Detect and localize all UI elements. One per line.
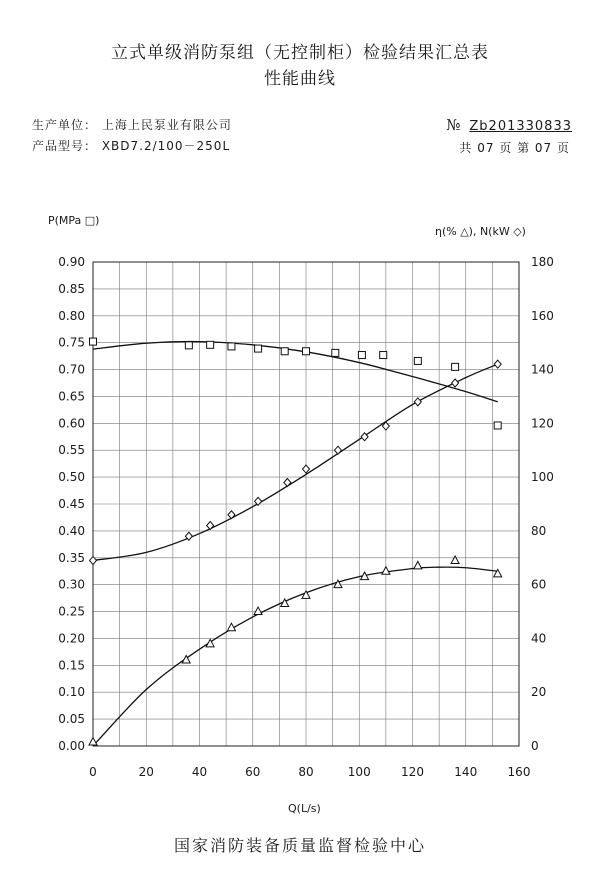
report-number-value: Zb201330833 [469,119,572,134]
y-left-tick-label: 0.55 [58,443,85,458]
number-sign: № [446,116,462,134]
y-right-tick-label: 140 [531,362,554,377]
x-tick-label: 140 [454,765,478,779]
y-left-tick-label: 0.65 [58,389,85,404]
y-right-tick-label: 20 [531,685,547,700]
y-right-tick-label: 80 [531,523,547,538]
y-right-tick-label: 40 [531,631,547,646]
data-point-η [451,556,459,564]
y-right-tick-label: 0 [531,739,539,753]
y-left-tick-label: 0.45 [58,497,85,511]
y-left-tick-label: 0.80 [58,308,85,323]
y-left-tick-label: 0.05 [58,712,85,727]
x-tick-label: 20 [138,765,154,779]
data-point-N [334,446,341,454]
report-title: 立式单级消防泵组（无控制柜）检验结果汇总表 [111,43,489,63]
y-left-tick-label: 0.50 [58,470,85,485]
data-point-P [380,352,387,359]
data-points [89,338,502,745]
grid [93,262,519,746]
data-point-P [207,341,214,348]
data-point-N [303,465,310,473]
x-tick-label: 160 [507,765,531,779]
model-label: 产品型号： XBD7.2/100－250L [32,139,231,153]
x-tick-label: 60 [245,765,261,779]
y-left-tick-label: 0.30 [58,577,85,592]
data-point-N [414,398,421,406]
chart-subtitle: 性能曲线 [264,69,336,89]
data-point-η [414,561,422,569]
data-point-P [281,348,288,355]
y-left-tick-label: 0.40 [58,523,85,538]
data-point-P [185,342,192,349]
y-left-tick-label: 0.70 [58,362,85,377]
y-left-tick-label: 0.60 [58,416,85,431]
y-right-tick-label: 160 [531,308,554,323]
page-count: 共 07 页 第 07 页 [459,141,570,155]
data-point-P [90,338,97,345]
y-left-tick-label: 0.25 [58,604,85,619]
x-tick-label: 0 [89,765,97,779]
y-right-label: η(% △), N(kW ◇) [435,225,526,238]
data-point-N [452,379,459,387]
y-left-tick-label: 0.90 [58,255,85,269]
footer-institution: 国家消防装备质量监督检验中心 [173,836,426,855]
y-left-label: P(MPa □) [48,214,100,227]
y-left-tick-label: 0.35 [58,550,85,565]
data-point-P [332,349,339,356]
y-right-tick-label: 60 [531,577,547,592]
data-point-P [358,352,365,359]
x-tick-label: 40 [191,765,208,779]
data-point-P [255,345,262,352]
fit-curve-P [93,342,498,402]
manufacturer-label: 生产单位： 上海上民泵业有限公司 [32,118,232,132]
data-point-P [494,422,501,429]
data-point-P [452,363,459,370]
data-point-N [494,360,501,368]
y-left-tick-label: 0.20 [58,631,85,646]
data-point-P [228,343,235,350]
y-left-tick-label: 0.10 [58,685,85,700]
data-point-η [382,567,390,575]
data-point-η [89,737,97,745]
data-point-P [303,348,310,355]
data-point-η [254,607,262,615]
x-tick-label: 80 [298,765,314,779]
y-left-tick-label: 0.85 [58,281,85,296]
y-right-tick-label: 180 [531,255,554,269]
data-point-P [414,357,421,364]
fit-curves [93,342,498,746]
y-left-tick-label: 0.15 [58,658,85,673]
x-tick-label: 100 [347,765,371,779]
y-left-tick-label: 0.75 [58,335,85,350]
x-axis-label: Q(L/s) [288,802,321,815]
y-right-tick-label: 100 [531,470,554,485]
x-tick-label: 120 [401,765,424,779]
y-right-tick-label: 120 [531,416,554,431]
y-left-tick-label: 0.00 [58,739,85,753]
